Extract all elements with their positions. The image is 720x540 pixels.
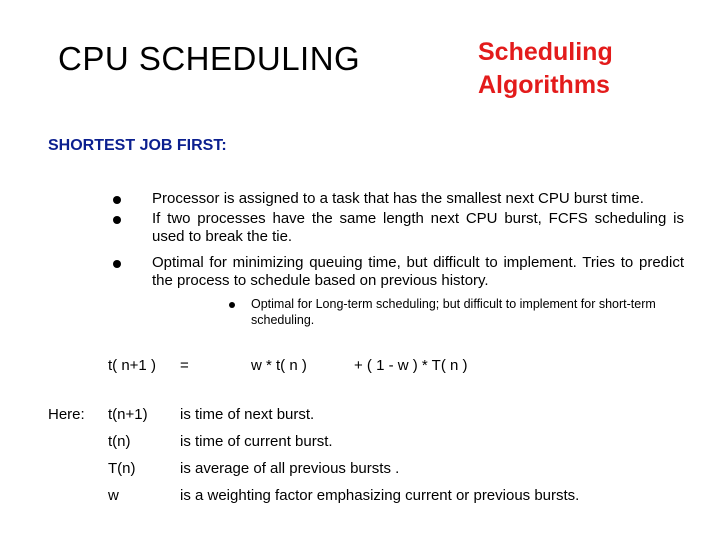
definition-symbol: t(n+1): [108, 406, 148, 423]
definition-symbol: w: [108, 487, 119, 504]
formula-term-1: w * t( n ): [251, 357, 307, 374]
bullet-dot-icon: [113, 260, 121, 268]
bullet-dot-icon: [113, 216, 121, 224]
definition-meaning: is a weighting factor emphasizing current or previous bursts.: [180, 487, 580, 504]
slide-subtitle: [478, 36, 613, 102]
definition-symbol: T(n): [108, 460, 136, 477]
definition-meaning: is time of next burst.: [180, 406, 315, 423]
formula-term-2: + ( 1 - w ) * T( n ): [354, 357, 468, 374]
sub-bullet-dot-icon: [229, 302, 235, 308]
definition-meaning: is time of current burst.: [180, 433, 333, 450]
subtitle-line-1: Scheduling: [478, 38, 613, 66]
bullet-item: If two processes have the same length next CPU burst, FCFS scheduling is used to break the tie.: [152, 210, 684, 245]
sub-bullet-item: Optimal for Long-term scheduling; but difficult to implement for short-term scheduling.: [251, 297, 656, 327]
formula-equals: =: [180, 357, 189, 374]
bullet-dot-icon: [113, 196, 121, 204]
page-title: CPU SCHEDULING: [58, 40, 361, 77]
section-heading: SHORTEST JOB FIRST:: [48, 137, 227, 154]
here-label: Here:: [48, 406, 85, 423]
definition-symbol: t(n): [108, 433, 131, 450]
definition-meaning: is average of all previous bursts .: [180, 460, 400, 477]
bullet-item: Processor is assigned to a task that has the smallest next CPU burst time.: [152, 190, 644, 207]
formula-lhs: t( n+1 ): [108, 357, 156, 374]
subtitle-line-2: Algorithms: [478, 71, 610, 99]
bullet-item: Optimal for minimizing queuing time, but difficult to implement. Tries to predict the process to schedule based on previous history.: [152, 254, 684, 289]
